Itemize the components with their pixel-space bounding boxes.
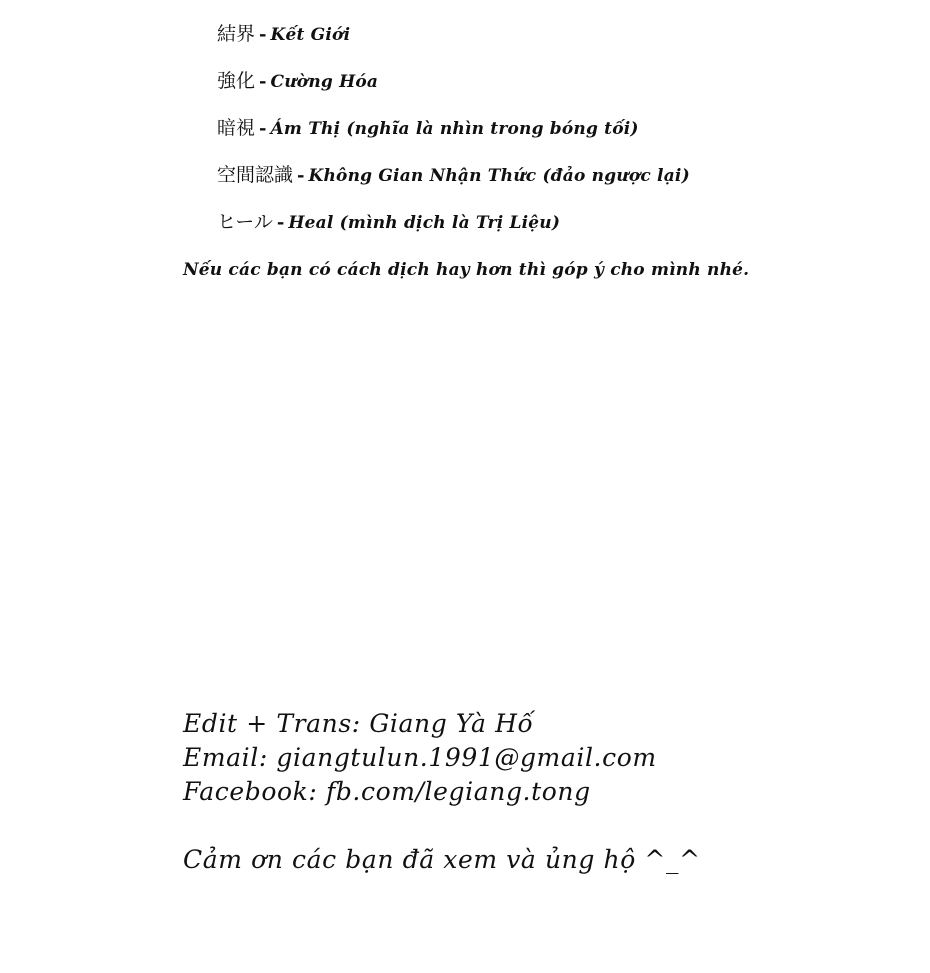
japanese-term: 結界 — [217, 23, 256, 45]
japanese-term: 空間認識 — [217, 164, 294, 186]
vietnamese-translation: Cường Hóa — [270, 72, 379, 92]
vietnamese-translation: Heal (mình dịch là Trị Liệu) — [288, 213, 561, 233]
separator: - — [276, 212, 285, 233]
separator: - — [259, 71, 267, 92]
japanese-term: 強化 — [217, 70, 256, 92]
vietnamese-translation: Kết Giới — [270, 25, 351, 45]
glossary-item — [217, 116, 639, 141]
glossary-item — [217, 22, 350, 47]
japanese-term: ヒール — [217, 211, 273, 233]
glossary-item — [217, 210, 560, 235]
facebook-credit: Facebook: fb.com/legiang.tong — [183, 777, 591, 806]
edit-trans-credit: Edit + Trans: Giang Yà Hố — [183, 709, 534, 738]
email-credit: Email: giangtulun.1991@gmail.com — [183, 743, 657, 772]
japanese-term: 暗視 — [217, 117, 256, 139]
separator: - — [259, 118, 267, 139]
thanks-message: Cảm ơn các bạn đã xem và ủng hộ ^_^ — [183, 845, 701, 874]
separator: - — [297, 165, 305, 186]
vietnamese-translation: Không Gian Nhận Thức (đảo ngược lại) — [308, 166, 690, 186]
separator: - — [259, 24, 267, 45]
vietnamese-translation: Ám Thị (nghĩa là nhìn trong bóng tối) — [270, 119, 639, 139]
credits-block — [183, 707, 657, 809]
glossary-item — [217, 69, 378, 94]
glossary-item — [217, 163, 690, 188]
translation-note: Nếu các bạn có cách dịch hay hơn thì góp ý cho mình nhé. — [183, 260, 750, 280]
